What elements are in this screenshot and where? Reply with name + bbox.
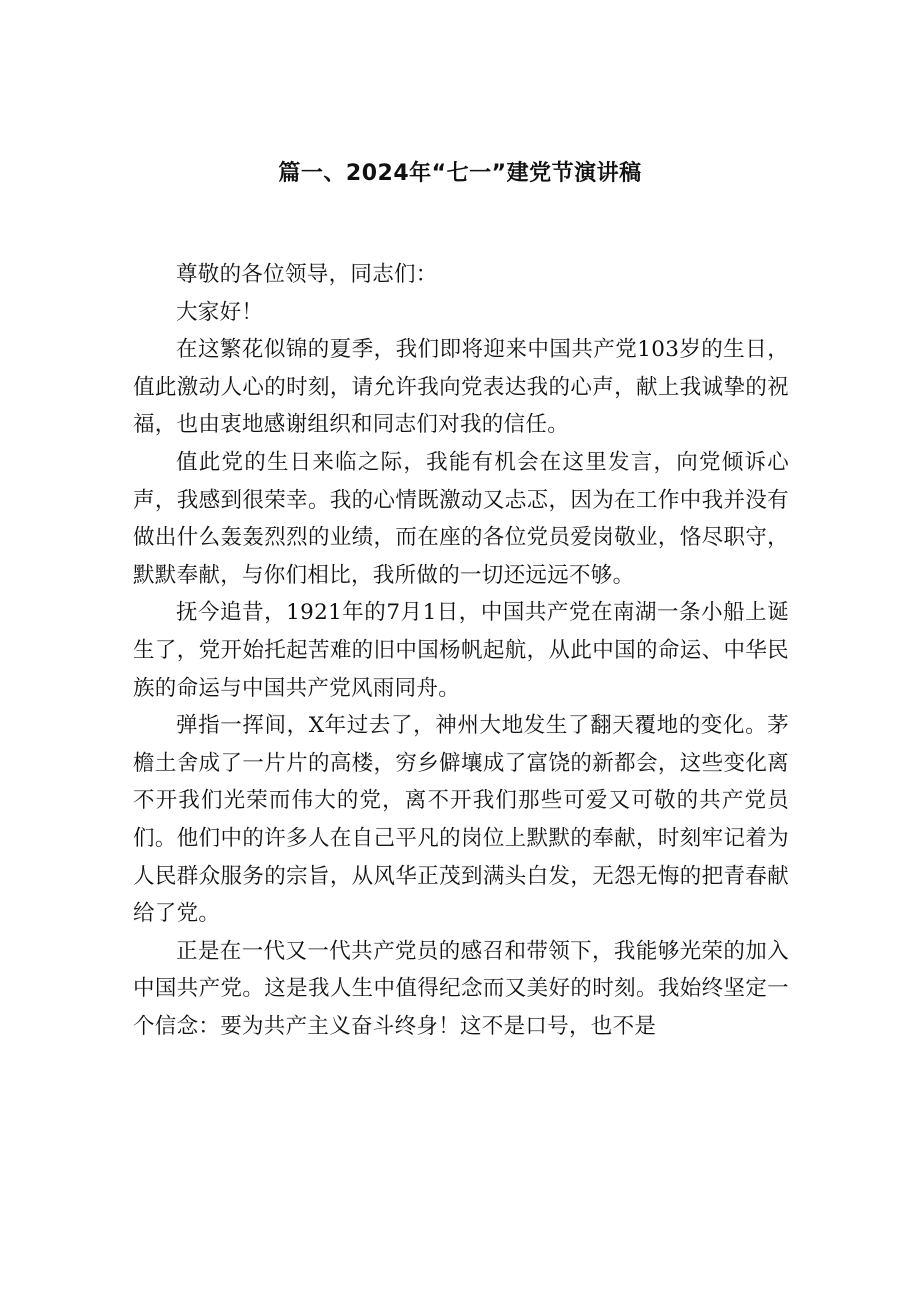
greeting: 大家好！ bbox=[176, 299, 264, 325]
salutation: 尊敬的各位领导，同志们： bbox=[176, 262, 438, 287]
body-paragraph: 在这繁花似锦的夏季，我们即将迎来中国共产党103岁的生日，值此激动人心的时刻，请允许我向党表达我的心声，献上我诚挚的祝福，也由衷地感谢组织和同志们对我的信任。 bbox=[133, 337, 789, 438]
body-paragraph: 正是在一代又一代共产党员的感召和带领下，我能够光荣的加入中国共产党。这是我人生中值得纪念而又美好的时刻。我始终坚定一个信念：要为共产主义奋斗终身！这不是口号，也不是 bbox=[133, 938, 789, 1039]
body-paragraph: 值此党的生日来临之际，我能有机会在这里发言，向党倾诉心声，我感到很荣幸。我的心情既激动又忐忑，因为在工作中我并没有做出什么轰轰烈烈的业绩，而在座的各位党员爱岗敬业，恪尽职守，默默奉献，与你们相比，我所做的一切还远远不够。 bbox=[133, 449, 789, 588]
body-paragraph: 抚今追昔，1921年的7月1日，中国共产党在南湖一条小船上诞生了，党开始托起苦难的旧中国杨帆起航，从此中国的命运、中华民族的命运与中国共产党风雨同舟。 bbox=[133, 600, 789, 701]
document-body bbox=[133, 256, 789, 1045]
body-paragraph: 弹指一挥间，X年过去了，神州大地发生了翻天覆地的变化。茅檐土舍成了一片片的高楼，穷乡僻壤成了富饶的新都会，这些变化离不开我们光荣而伟大的党，离不开我们那些可爱又可敬的共产党员们。他们中的许多人在自己平凡的岗位上默默的奉献，时刻牢记着为人民群众服务的宗旨，从风华正茂到满头白发，无怨无悔的把青春献给了党。 bbox=[133, 713, 789, 927]
document-title: 篇一、2024年“七一”建党节演讲稿 bbox=[278, 161, 642, 186]
